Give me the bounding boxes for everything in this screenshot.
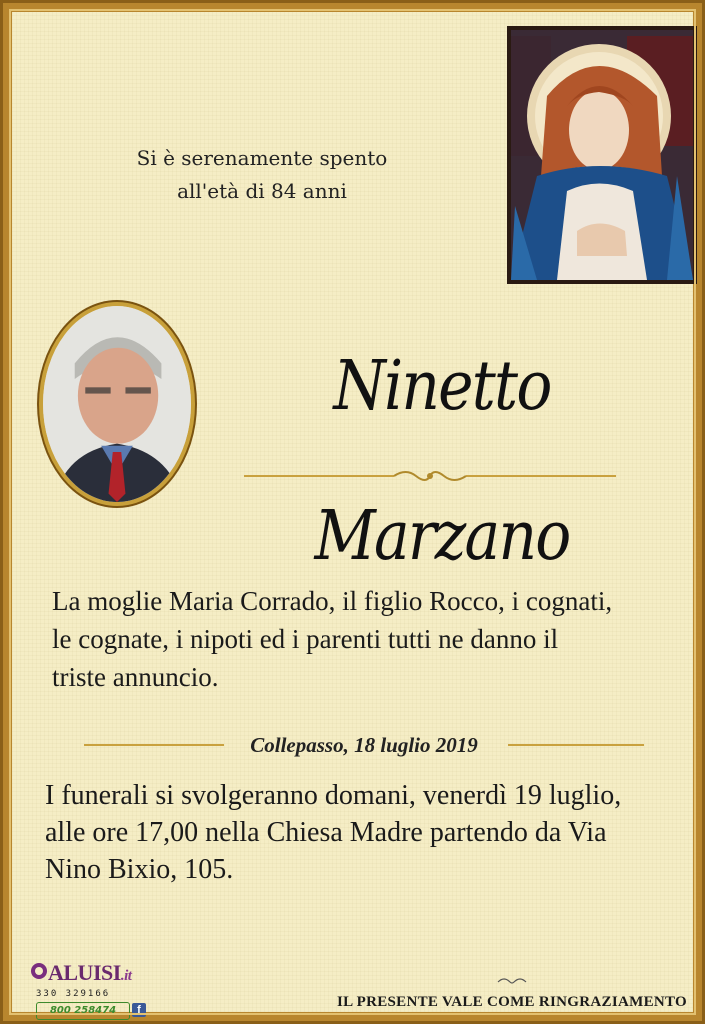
funeral-line-3: Nino Bixio, 105.	[45, 854, 234, 885]
intro-text	[102, 142, 422, 208]
place-date-row	[84, 730, 644, 760]
flourish-ornament	[244, 467, 616, 485]
place-date: Collepasso, 18 luglio 2019	[250, 733, 478, 757]
closing-note: IL PRESENTE VALE COME RINGRAZIAMENTO	[336, 994, 688, 1010]
announcement-text	[52, 582, 692, 696]
deceased-portrait	[39, 302, 195, 506]
announcement-line-2: le cognate, i nipoti ed i parenti tutti ne danno il	[52, 624, 559, 654]
funeral-line-1: I funerali si svolgeranno domani, venerdì 19 luglio,	[45, 780, 622, 811]
toll-free-number: 800 258474	[36, 1002, 130, 1020]
facebook-icon[interactable]: f	[132, 1003, 146, 1017]
funeral-line-2: alle ore 17,00 nella Chiesa Madre partendo da Via	[45, 817, 607, 848]
deceased-name: Ninetto Marzano	[314, 347, 570, 576]
intro-line-1: Si è serenamente spento	[136, 146, 388, 170]
announcement-line-3: triste annuncio.	[52, 662, 219, 692]
aluisi-logo	[30, 960, 145, 1024]
announcement-line-1: La moglie Maria Corrado, il figlio Rocco, i cognati,	[52, 586, 613, 616]
logo-brand: ALUISI.it	[48, 960, 132, 985]
madonna-image	[507, 26, 697, 284]
funeral-text	[45, 777, 695, 888]
small-flourish-icon	[496, 976, 528, 988]
logo-mark-icon	[30, 962, 48, 980]
logo-phone: 330 329166	[36, 989, 111, 999]
intro-line-2: all'età di 84 anni	[177, 179, 347, 203]
